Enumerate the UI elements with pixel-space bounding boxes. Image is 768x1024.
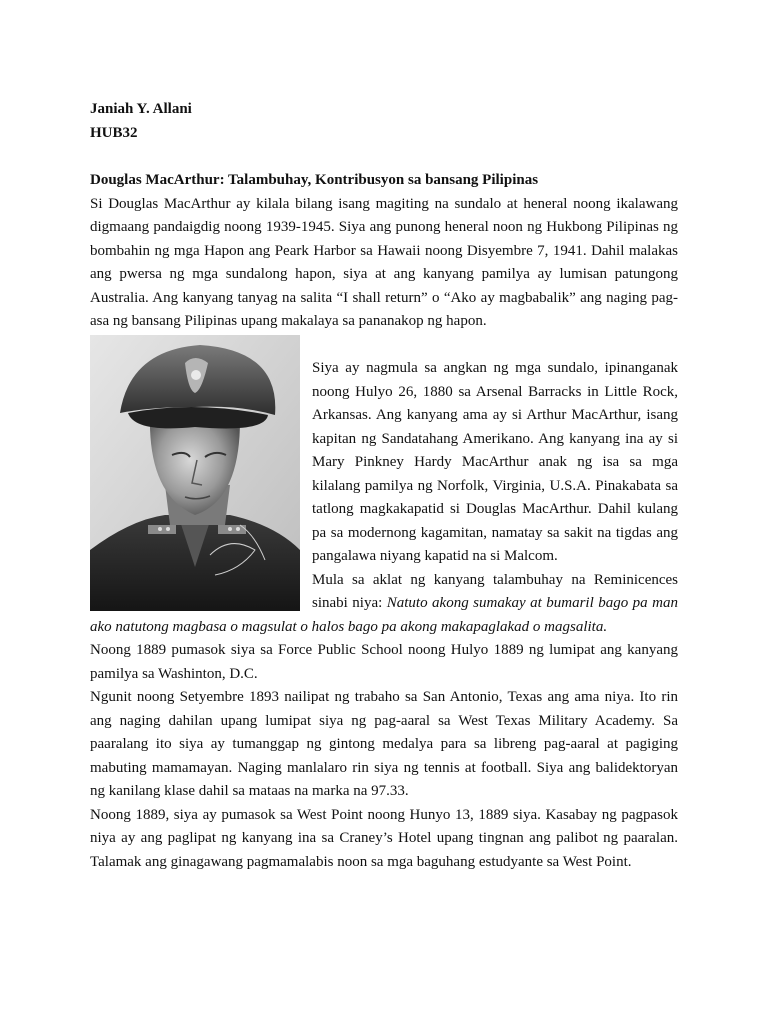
paragraph-school: [90, 639, 678, 686]
paragraph-intro-text: Si Douglas MacArthur ay kilala bilang isang magiting na sundalo at heneral noong ikalawang digmaang pandaigdig noong 1939-1945. Siya ang punong heneral noon ng Hukbong Pilipinas ng bombahin ng mga Hapon ang Peark Harbor sa Hawaii noong Disyembre 7, 1941. Dahil malakas ang pwersa ng mga sundalong hapon, siya at ang kanyang pamilya ay lumisan patungong Australia. Ang kanyang tanyag na salita “I shall return” o “Ako ay magbabalik” ang naging pag-asa ng bansang Pilipinas upang makalaya sa pananakop ng hapon.: [90, 195, 678, 329]
author-name: Janiah Y. Allani: [90, 101, 192, 117]
paragraph-west-point: [90, 804, 678, 875]
paragraph-reminiscences-lead: Mula sa aklat ng kanyang talambuhay na Reminicences sinabi niya:: [312, 571, 678, 611]
paragraph-west-point-text: Noong 1889, siya ay pumasok sa West Point noong Hunyo 13, 1889 siya. Kasabay ng pagpasok niya ay ang paglipat ng kanyang ina sa Craney’s Hotel upang tingnan ang palibot ng paaralan. Talamak ang ginagawang pagmamalabis noon sa mga baguhang estudyante sa West Point.: [90, 806, 678, 870]
portrait-image: [90, 335, 300, 611]
paragraph-school-text: Noong 1889 pumasok siya sa Force Public School noong Hulyo 1889 ng lumipat ang kanyang pamilya sa Washinton, D.C.: [90, 642, 678, 682]
class-section: HUB32: [90, 124, 138, 141]
paragraph-birth-text: Siya ay nagmula sa angkan ng mga sundalo, ipinanganak noong Hulyo 26, 1880 sa Arsenal Barracks in Little Rock, Arkansas. Ang kanyang ama ay si Arthur MacArthur, isang kapitan ng Sandatahang Amerikano. Ang kanyang ina ay si Mary Pinkney Hardy MacArthur anak ng isa sa mga kilalang pamilya ng Norfolk, Virginia, U.S.A. Pinakabata sa tatlong magkakapatid si Douglas MacArthur. Dahil kulang pa sa modernong kagamitan, namatay sa sakit na tigdas ang pangalawa niyang kapatid na si Malcom.: [312, 360, 678, 564]
paragraph-texas-text: Ngunit noong Setyembre 1893 nailipat ng trabaho sa San Antonio, Texas ang ama niya. Ito rin ang naging dahilan upang lumipat siya ng pag-aaral sa West Texas Military Academy. Sa paaralang ito siya ay tumanggap ng gintong medalya para sa libreng pag-aaral at pagiging mabuting mamamayan. Naging manlalaro rin siya ng tennis at football. Siya ang balidektoryan ng kanilang klase dahil sa mataas na marka na 97.33.: [90, 689, 678, 799]
spacer: [90, 145, 678, 169]
quote-text: Natuto akong sumakay at bumaril bago pa man ako natutong magbasa o magsulat o halos bago pa akong makapaglakad o magsalita.: [90, 595, 678, 635]
document-title: Douglas MacArthur: Talambuhay, Kontribusyon sa bansang Pilipinas: [90, 172, 539, 188]
paragraph-texas: [90, 686, 678, 804]
portrait-photo: [90, 335, 300, 611]
paragraph-intro: [90, 193, 678, 334]
